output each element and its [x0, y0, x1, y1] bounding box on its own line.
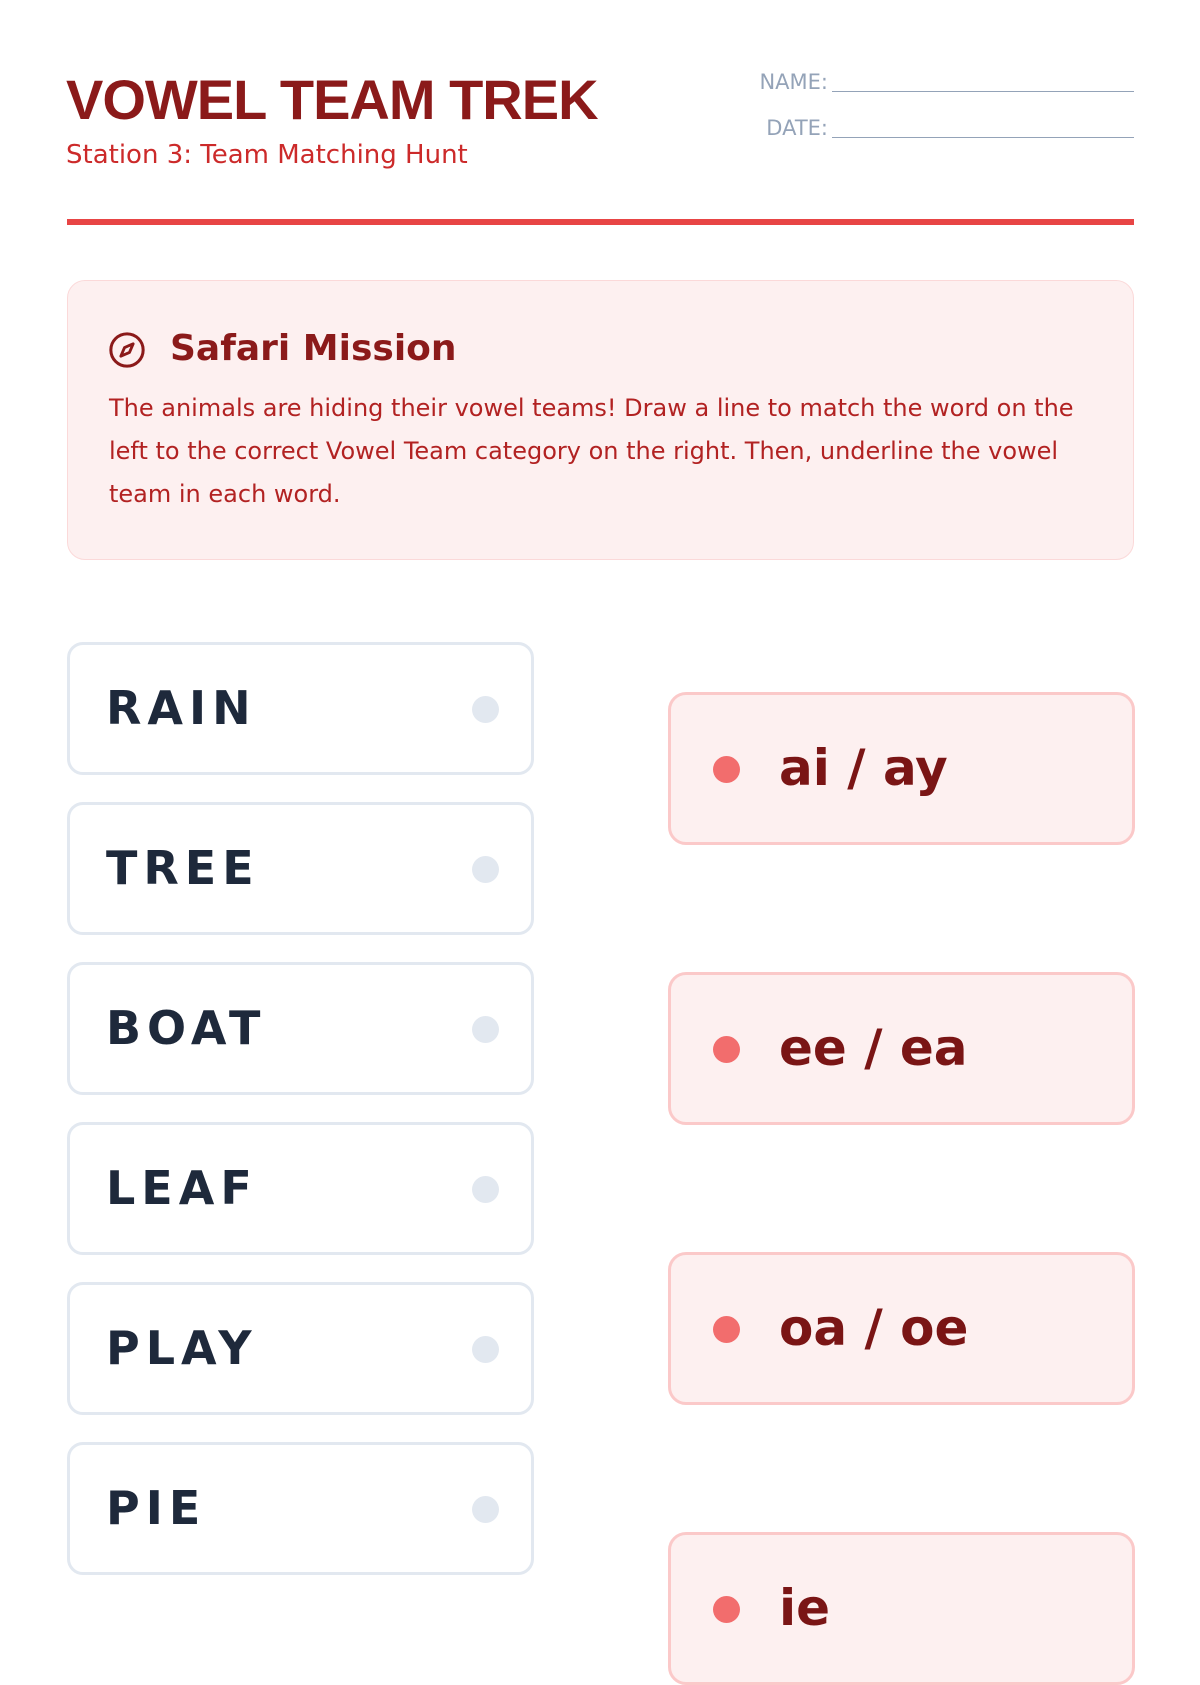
worksheet-title: VOWEL TEAM TREK — [66, 68, 598, 131]
word-label: LEAF — [106, 1161, 258, 1215]
name-line[interactable] — [832, 91, 1134, 92]
word-connector-dot[interactable] — [472, 696, 499, 723]
date-line[interactable] — [832, 137, 1134, 138]
team-connector-dot[interactable] — [713, 1036, 740, 1063]
team-card-ie[interactable] — [668, 1532, 1135, 1685]
word-label: PLAY — [106, 1321, 258, 1375]
team-connector-dot[interactable] — [713, 756, 740, 783]
word-connector-dot[interactable] — [472, 1336, 499, 1363]
team-card-ai-ay[interactable] — [668, 692, 1135, 845]
word-card-tree[interactable] — [67, 802, 534, 935]
word-label: RAIN — [106, 681, 257, 735]
team-label: ai / ay — [779, 739, 948, 797]
word-connector-dot[interactable] — [472, 856, 499, 883]
word-connector-dot[interactable] — [472, 1176, 499, 1203]
compass-icon — [108, 331, 146, 369]
word-card-pie[interactable] — [67, 1442, 534, 1575]
header-divider — [67, 219, 1134, 225]
word-label: BOAT — [106, 1001, 267, 1055]
word-card-leaf[interactable] — [67, 1122, 534, 1255]
word-card-rain[interactable] — [67, 642, 534, 775]
team-label: oa / oe — [779, 1299, 969, 1357]
team-card-oa-oe[interactable] — [668, 1252, 1135, 1405]
word-label: PIE — [106, 1481, 207, 1535]
date-field[interactable] — [740, 114, 1134, 140]
word-card-boat[interactable] — [67, 962, 534, 1095]
team-label: ee / ea — [779, 1019, 968, 1077]
name-field[interactable] — [740, 68, 1134, 94]
name-label: NAME: — [759, 70, 828, 94]
mission-heading: Safari Mission — [170, 328, 457, 369]
mission-instructions: The animals are hiding their vowel teams! Draw a line to match the word on the left to the correct Vowel Team category on the right. Then, underline the vowel team in each word. — [109, 394, 1074, 508]
worksheet-subtitle: Station 3: Team Matching Hunt — [66, 140, 468, 170]
word-connector-dot[interactable] — [472, 1016, 499, 1043]
date-label: DATE: — [766, 116, 828, 140]
word-connector-dot[interactable] — [472, 1496, 499, 1523]
word-card-play[interactable] — [67, 1282, 534, 1415]
mission-box — [67, 280, 1134, 560]
team-label: ie — [779, 1579, 831, 1637]
word-label: TREE — [106, 841, 260, 895]
team-card-ee-ea[interactable] — [668, 972, 1135, 1125]
team-connector-dot[interactable] — [713, 1316, 740, 1343]
